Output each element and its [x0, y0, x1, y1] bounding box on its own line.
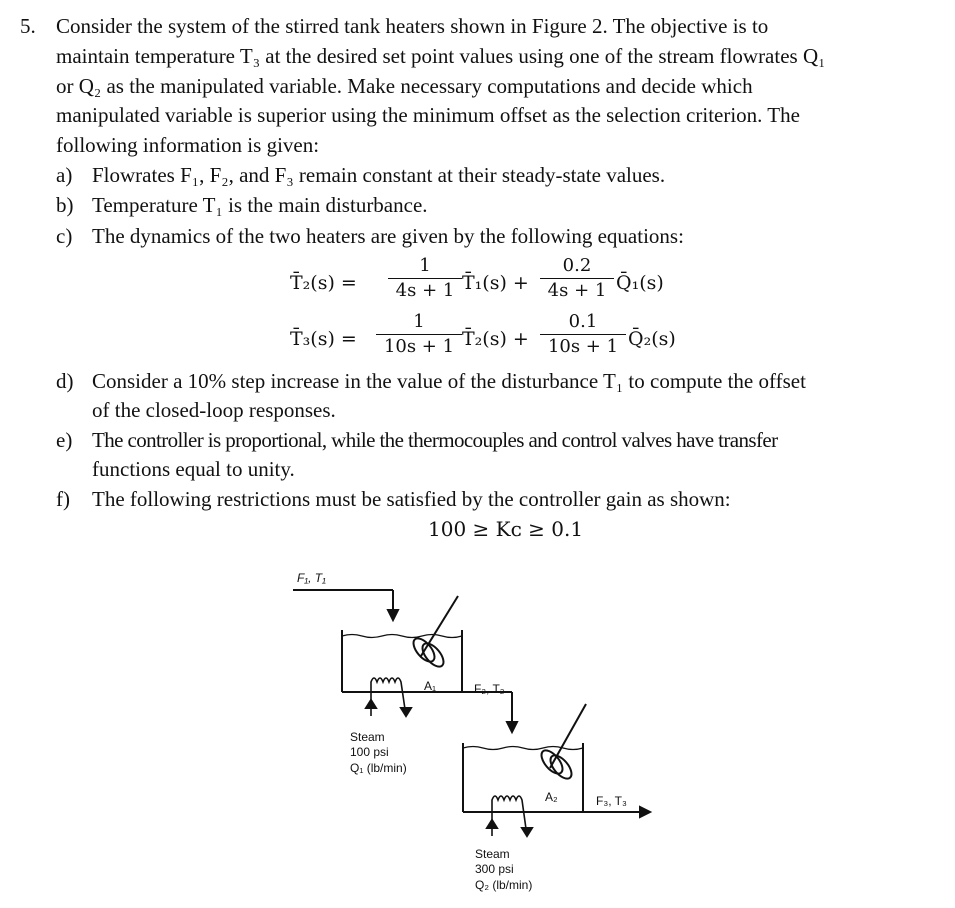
eq2-num1: 1 [413, 311, 425, 332]
item-e-label: e) [56, 428, 73, 452]
item-f-text: The following restrictions must be satisfied by the controller gain as shown: [92, 487, 731, 511]
steam1-line1: Steam [350, 730, 385, 744]
inlet-label: F₁, T₁ [297, 571, 326, 585]
problem-line-3: or Q₂ as the manipulated variable. Make necessary computations and decide which [56, 74, 753, 98]
eq2-rhs: Q̄₂(s) [628, 328, 676, 350]
eq2-num2: 0.1 [568, 311, 598, 332]
item-f-label: f) [56, 487, 70, 511]
problem-line-2: maintain temperature T₃ at the desired set point values using one of the stream flowrates Q₁ [56, 44, 826, 68]
eq2-mid: T̄₂(s) + [462, 328, 529, 350]
eq1-num1: 1 [419, 255, 431, 276]
tank2-label: A₂ [545, 790, 558, 804]
eq2-lhs: T̄₃(s) = [290, 328, 357, 350]
problem-line-4: manipulated variable is superior using the minimum offset as the selection criterion. The [56, 103, 800, 127]
item-e-text: The controller is proportional, while the thermocouples and control valves have transfer [92, 428, 778, 452]
item-c-text: The dynamics of the two heaters are given by the following equations: [92, 224, 684, 248]
problem-number: 5. [20, 14, 36, 38]
item-b-text: Temperature T₁ is the main disturbance. [92, 193, 428, 217]
item-a-text: Flowrates F₁, F₂, and F₃ remain constant at their steady-state values. [92, 163, 666, 187]
eq1-mid: T̄₁(s) + [462, 272, 529, 294]
item-d-label: d) [56, 369, 74, 393]
eq1-den2: 4s + 1 [547, 280, 607, 301]
problem-line-1: Consider the system of the stirred tank heaters shown in Figure 2. The objective is to [56, 14, 769, 38]
tank1-label: A₁ [424, 679, 437, 693]
outlet1-label: F₂, T₂ [474, 682, 505, 696]
steam1-line2: 100 psi [350, 745, 389, 759]
steam2-line3: Q₂ (lb/min) [475, 878, 533, 892]
eq1-lhs: T̄₂(s) = [290, 272, 357, 294]
eq2-den2: 10s + 1 [547, 336, 619, 357]
eq1-den1: 4s + 1 [395, 280, 455, 301]
eq1-num2: 0.2 [562, 255, 592, 276]
item-d-text: Consider a 10% step increase in the value of the disturbance T₁ to compute the offset [92, 369, 806, 393]
steam2-line2: 300 psi [475, 862, 514, 876]
item-a-label: a) [56, 163, 73, 187]
item-e-text2: functions equal to unity. [92, 457, 295, 481]
eq2-den1: 10s + 1 [383, 336, 455, 357]
item-b-label: b) [56, 193, 74, 217]
item-c-label: c) [56, 224, 73, 248]
outlet2-label: F₃, T₃ [596, 794, 627, 808]
item-d-text2: of the closed-loop responses. [92, 398, 336, 422]
gain-inequality: 100 ≥ Kᴄ ≥ 0.1 [428, 517, 584, 541]
eq1-rhs: Q̄₁(s) [616, 272, 664, 294]
problem-line-5: following information is given: [56, 133, 320, 157]
steam1-line3: Q₁ (lb/min) [350, 761, 407, 775]
steam2-line1: Steam [475, 847, 510, 861]
